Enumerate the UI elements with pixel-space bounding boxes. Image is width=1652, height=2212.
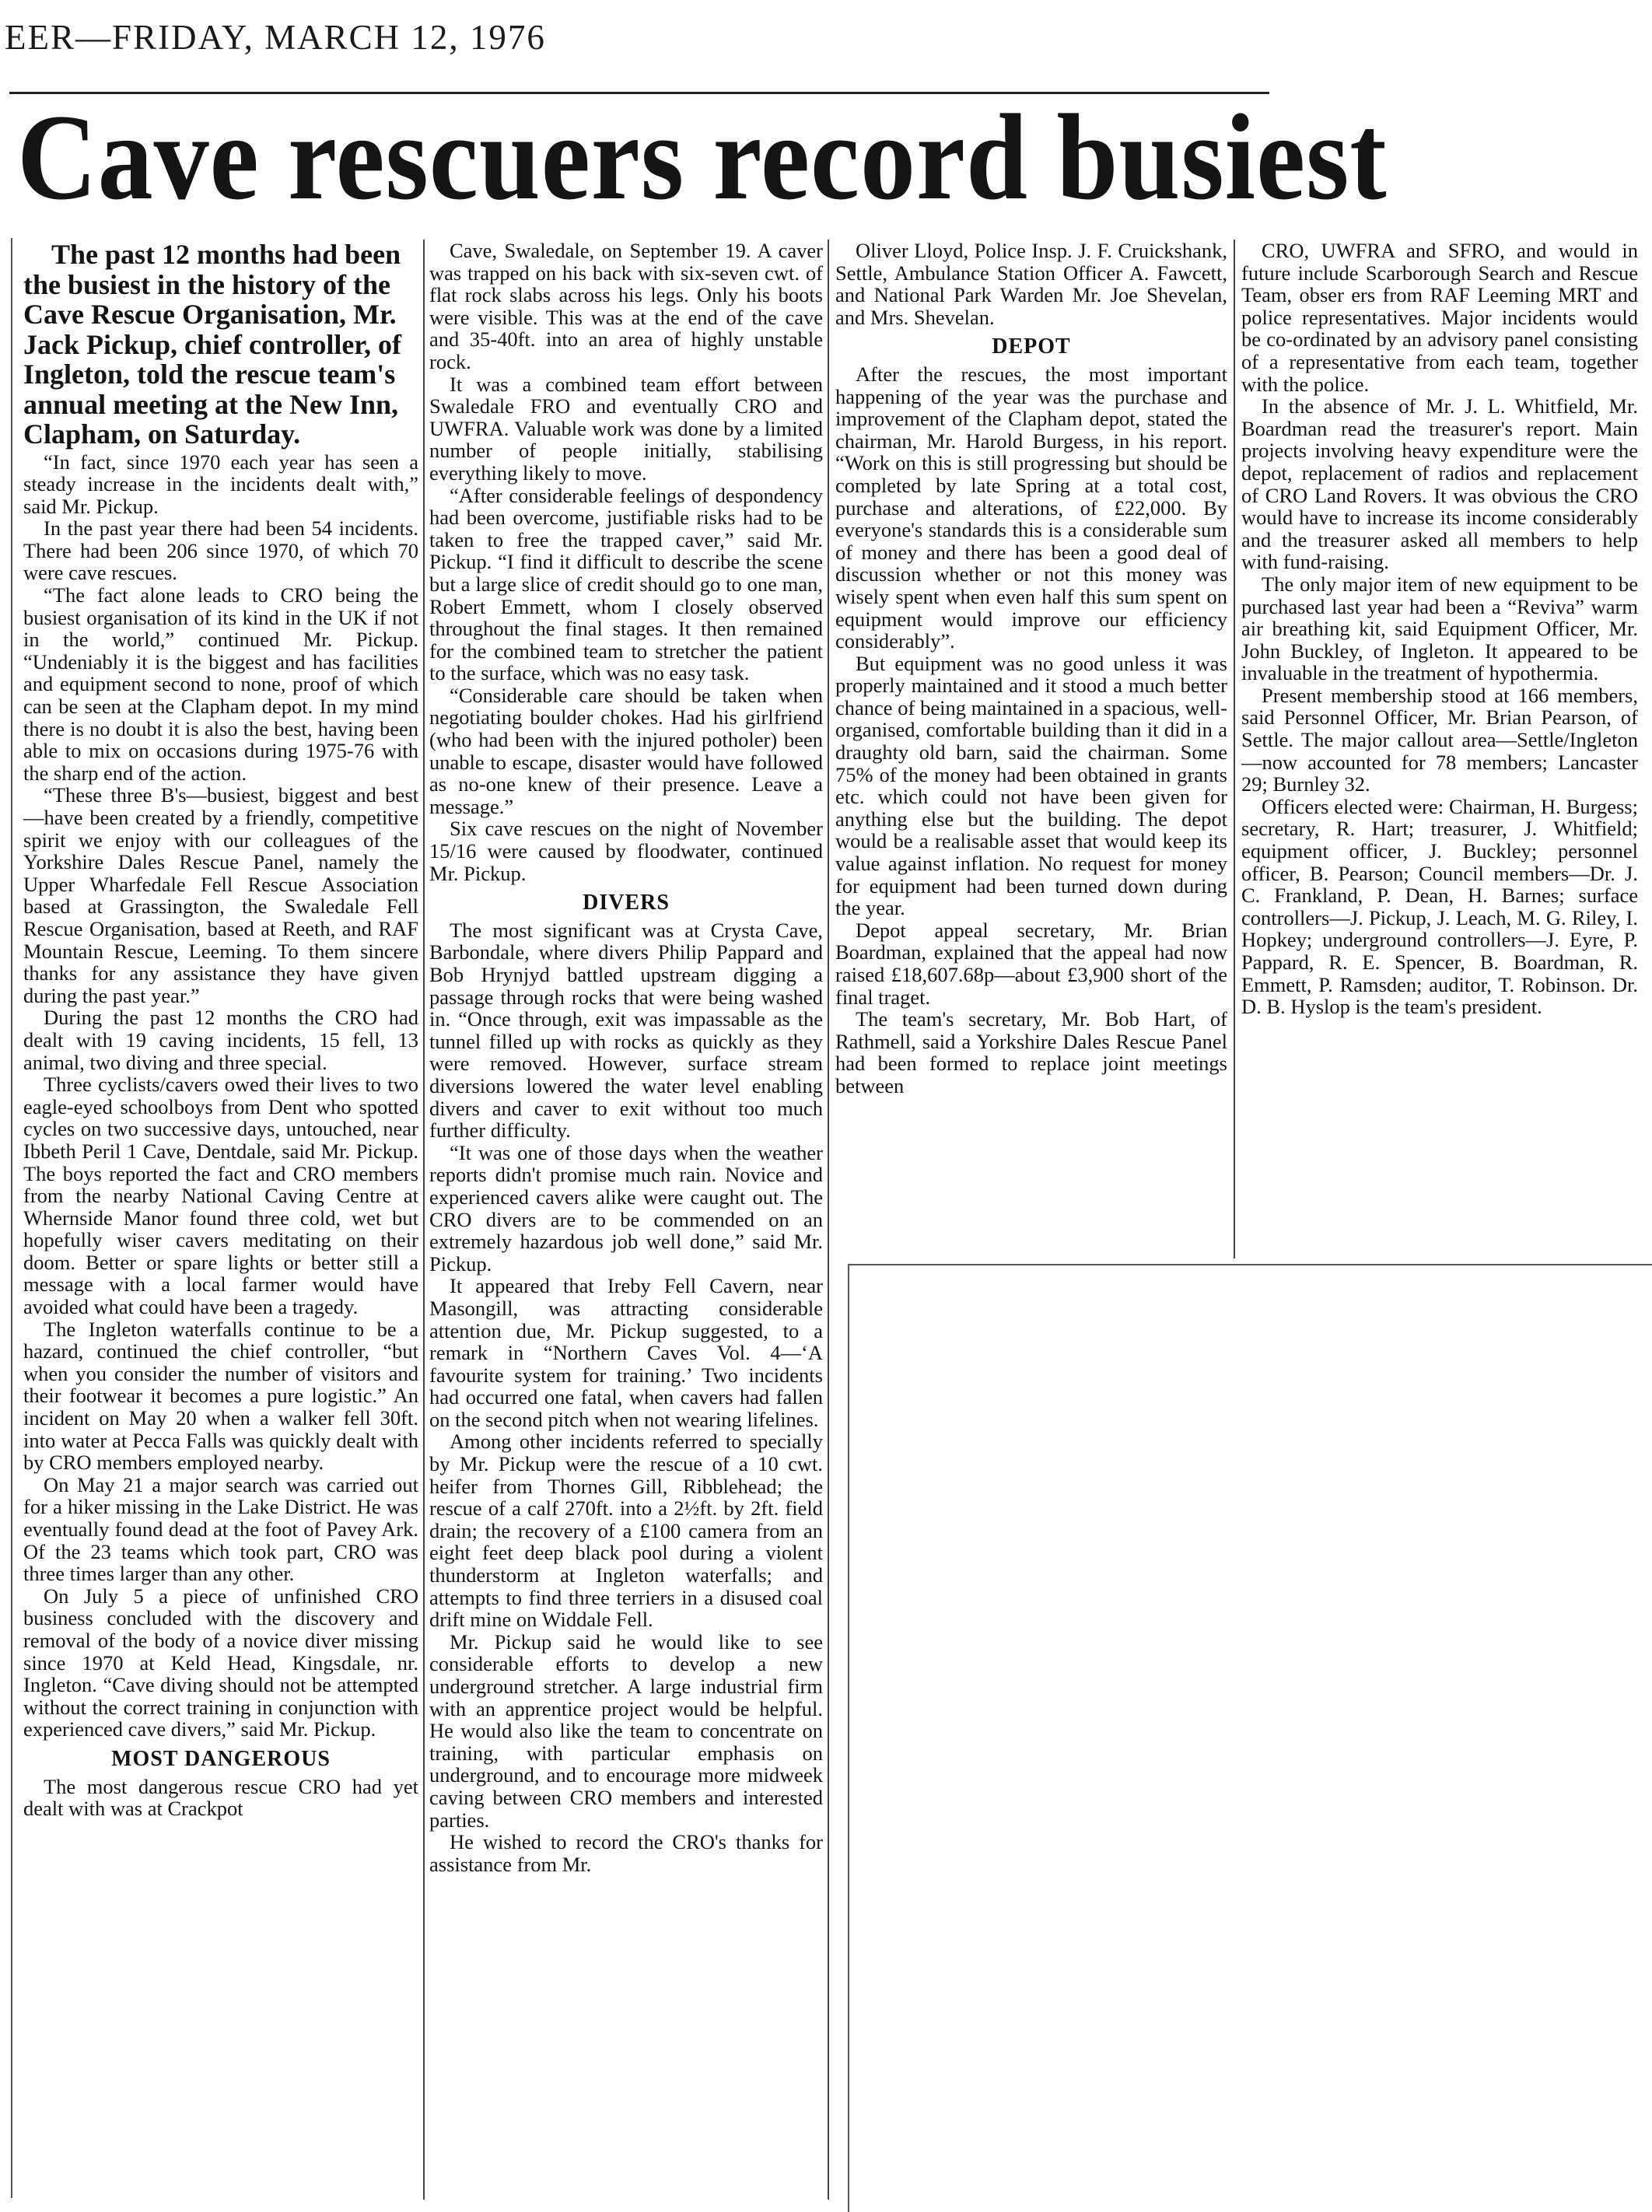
subhead-most-dangerous: MOST DANGEROUS [111, 1746, 331, 1771]
paragraph: The most significant was at Crysta Cave, Barbondale, where divers Philip Pappard and Bob Hrynjyd battled upstream digging a passage through rocks that were being washed in. “Once through, exit was impassable as the tunnel filled up with rocks as quickly as they were removed. However, surface stream diversions lowered the water level enabling divers and caver to exit without too much further difficulty. [429, 918, 823, 1143]
paragraph: The only major item of new equipment to be purchased last year had been a “Reviva” warm air breathing kit, said Equipment Officer, Mr. John Buckley, of Ingleton. It appeared to be invaluable in the treatment of hypothermia. [1241, 572, 1638, 685]
lead-paragraph: The past 12 months had been the busiest in the history of the Cave Rescue Organisation, Mr. Jack Pickup, chief controller, of Ingleton, told the rescue team's annual meeting at the New Inn, Clapham, on Saturday. [23, 239, 401, 450]
paragraph: Six cave rescues on the night of November 15/16 were caused by floodwater, continued Mr. Pickup. [429, 817, 823, 885]
dateline: EER—FRIDAY, MARCH 12, 1976 [5, 18, 546, 57]
column-2-body [429, 240, 823, 884]
paragraph: “These three B's—busiest, biggest and best—have been created by a friendly, competitive spirit we enjoy with our colleagues of the Yorkshire Dales Rescue Panel, namely the Upper Wharfedale Fell Rescue Association based at Grassington, the Swaledale Fell Rescue Organisation, based at Reeth, and RAF Mountain Rescue, Leeming. To them sincere thanks for any assistance they have given during the past year.” [23, 783, 418, 1007]
paragraph: During the past 12 months the CRO had dealt with 19 caving incidents, 15 fell, 13 animal, two diving and three special. [23, 1006, 418, 1074]
paragraph: Mr. Pickup said he would like to see considerable efforts to develop a new underground stretcher. A large industrial firm with an apprentice project would be helpful. He would also like the team to concentrate on training, with particular emphasis on underground, and to encourage more midweek caving between CRO members and interested parties. [429, 1629, 823, 1832]
paragraph: Among other incidents referred to specially by Mr. Pickup were the rescue of a 10 cwt. heifer from Thornes Gill, Ribblehead; the rescue of a calf 270ft. into a 2½ft. by 2ft. field drain; the recovery of a £100 camera from an eight feet deep black pool during a violent thunderstorm at Ingleton waterfalls; and attempts to find three terriers in a disused coal drift mine on Widdale Fell. [429, 1430, 823, 1632]
paragraph: “In fact, since 1970 each year has seen a steady increase in the incidents dealt with,” said Mr. Pickup. [23, 450, 418, 518]
paragraph: On July 5 a piece of unfinished CRO business concluded with the discovery and removal of the body of a novice diver missing since 1970 at Keld Head, Kingsdale, nr. Ingleton. “Cave diving should not be attempted without the correct training in conjunction with experienced cave divers,” said Mr. Pickup. [23, 1584, 418, 1741]
column-3 [835, 240, 1227, 1097]
paragraph: “The fact alone leads to CRO being the busiest organisation of its kind in the UK if not in the world,” continued Mr. Pickup. “Undeniably it is the biggest and has facilities and equipment second to none, proof of which can be seen at the Clapham depot. In my mind there is no doubt it is also the best, having been able to mix on occasions during 1975-76 with the sharp end of the action. [23, 583, 418, 785]
column-1-end: The most dangerous rescue CRO had yet dealt with was at Crackpot [23, 1774, 418, 1821]
column-3-body [835, 240, 1227, 328]
paragraph: The Ingleton waterfalls continue to be a hazard, continued the chief controller, “but when you consider the number of visitors and their footwear it becomes a pure logistic.” An incident on May 20 when a walker fell 30ft. into water at Pecca Falls was quickly dealt with by CRO members employed nearby. [23, 1317, 418, 1475]
paragraph: Oliver Lloyd, Police Insp. J. F. Cruickshank, Settle, Ambulance Station Officer A. Fawcett, and National Park Warden Mr. Joe Shevelan, and Mrs. Shevelan. [835, 239, 1227, 329]
paragraph: In the past year there had been 54 incidents. There had been 206 since 1970, of which 70 were cave rescues. [23, 516, 418, 585]
paragraph: CRO, UWFRA and SFRO, and would in future include Scarborough Search and Rescue Team, obser ers from RAF Leeming MRT and police representatives. Major incidents would be co-ordinated by an advisory panel consisting of a representative from each team, together with the police. [1241, 239, 1638, 396]
column-rule-3 [1234, 240, 1235, 1258]
column-3b-body [835, 363, 1227, 1097]
column-1 [23, 240, 418, 1820]
cut-away-area [848, 1264, 1652, 2212]
column-2b-body [429, 919, 823, 1876]
paragraph: Three cyclists/cavers owed their lives to two eagle-eyed schoolboys from Dent who spotted cycles on two successive days, untouched, near Ibbeth Peril 1 Cave, Dentdale, said Mr. Pickup. The boys reported the fact and CRO members from the nearby National Caving Centre at Whernside Manor found three cold, wet but hopefully wiser cavers meditating on their doom. Better or spare lights or better still a message with a local farmer would have avoided what could have been a tragedy. [23, 1073, 418, 1319]
headline: Cave rescuers record busiest [17, 89, 1388, 226]
column-4 [1241, 240, 1638, 1018]
paragraph: After the rescues, the most important happening of the year was the purchase and improvement of the Clapham depot, stated the chairman, Mr. Harold Burgess, in his report. “Work on this is still progressing but should be completed by late Spring at a total cost, purchase and alterations, of £22,000. By everyone's standards this is a considerable sum of money and there has been a good deal of discussion whether or not this money was wisely spent when even half this sum spent on equipment would improve our efficiency considerably”. [835, 362, 1227, 653]
column-rule-2 [828, 240, 829, 2200]
paragraph: In the absence of Mr. J. L. Whitfield, Mr. Boardman read the treasurer's report. Main projects involving heavy expenditure were the depot, replacement of radios and replacement of CRO Land Rovers. It was obvious the CRO would have to increase its income considerably and the treasurer asked all members to help with fund-raising. [1241, 394, 1638, 574]
paragraph: It appeared that Ireby Fell Cavern, near Masongill, was attracting considerable attention due, Mr. Pickup suggested, to a remark in “Northern Caves Vol. 4—‘A favourite system for training.’ Two incidents had occurred one fatal, when cavers had fallen on the second pitch when not wearing lifelines. [429, 1274, 823, 1431]
column-rule-1 [423, 240, 425, 2200]
paragraph: He wished to record the CRO's thanks for assistance from Mr. [429, 1830, 823, 1876]
paragraph: Officers elected were: Chairman, H. Burgess; secretary, R. Hart; treasurer, J. Whitfield; equipment officer, J. Buckley; personnel officer, B. Pearson; Council members—Dr. J. C. Frankland, P. Dean, H. Barnes; surface controllers—J. Pickup, J. Leach, M. G. Riley, I. Hopkey; underground controllers—J. Eyre, P. Pappard, R. E. Spencer, B. Boardman, R. Emmett, P. Ramsden; auditor, T. Robinson. Dr. D. B. Hyslop is the team's president. [1241, 794, 1638, 1019]
paragraph: It was a combined team effort between Swaledale FRO and eventually CRO and UWFRA. Valuable work was done by a limited number of people initially, stabilising everything likely to move. [429, 372, 823, 485]
column-2 [429, 240, 823, 1875]
paragraph: “Considerable care should be taken when negotiating boulder chokes. Had his girlfriend (who had been with the injured potholer) been unable to escape, disaster would have followed as no-one knew of their presence. Leave a message.” [429, 683, 823, 818]
left-border-rule [11, 238, 12, 2198]
paragraph: “After considerable feelings of despondency had been overcome, justifiable risks had to be taken to free the trapped caver,” said Mr. Pickup. “I find it difficult to describe the scene but a large slice of credit should go to one man, Robert Emmett, whom I closely observed throughout the final stages. It then remained for the combined team to stretcher the patient to the surface, which was no easy task. [429, 483, 823, 685]
paragraph: Depot appeal secretary, Mr. Brian Boardman, explained that the appeal had now raised £18,607.68p—about £3,900 short of the final traget. [835, 918, 1227, 1009]
paragraph: The team's secretary, Mr. Bob Hart, of Rathmell, said a Yorkshire Dales Rescue Panel had been formed to replace joint meetings between [835, 1007, 1227, 1097]
column-1-body [23, 451, 418, 1741]
paragraph: On May 21 a major search was carried out for a hiker missing in the Lake District. He was eventually found dead at the foot of Pavey Ark. Of the 23 teams which took part, CRO was three times larger than any other. [23, 1472, 418, 1586]
paragraph: “It was one of those days when the weather reports didn't promise much rain. Novice and experienced cavers alike were caught out. The CRO divers are to be commended on an extremely hazardous job well done,” said Mr. Pickup. [429, 1140, 823, 1276]
paragraph: Cave, Swaledale, on September 19. A caver was trapped on his back with six-seven cwt. of flat rock slabs across his legs. Only his boots were visible. This was at the end of the cave and 35-40ft. into an area of highly unstable rock. [429, 239, 823, 373]
subhead-divers: DIVERS [583, 891, 670, 915]
subhead-depot: DEPOT [992, 334, 1071, 359]
column-4-body [1241, 240, 1638, 1018]
paragraph: Present membership stood at 166 members, said Personnel Officer, Mr. Brian Pearson, of Settle. The major callout area—Settle/Ingleton—now accounted for 78 members; Lancaster 29; Burnley 32. [1241, 683, 1638, 796]
paragraph: But equipment was no good unless it was properly maintained and it stood a much better chance of being maintained in a spacious, well-organised, comfortable building than it did in a draughty old barn, said the chairman. Some 75% of the money had been obtained in grants etc. which could not have been given for anything else but the building. The depot would be a realisable asset that would keep its value against inflation. No request for money for equipment had been turned down during the year. [835, 651, 1227, 920]
